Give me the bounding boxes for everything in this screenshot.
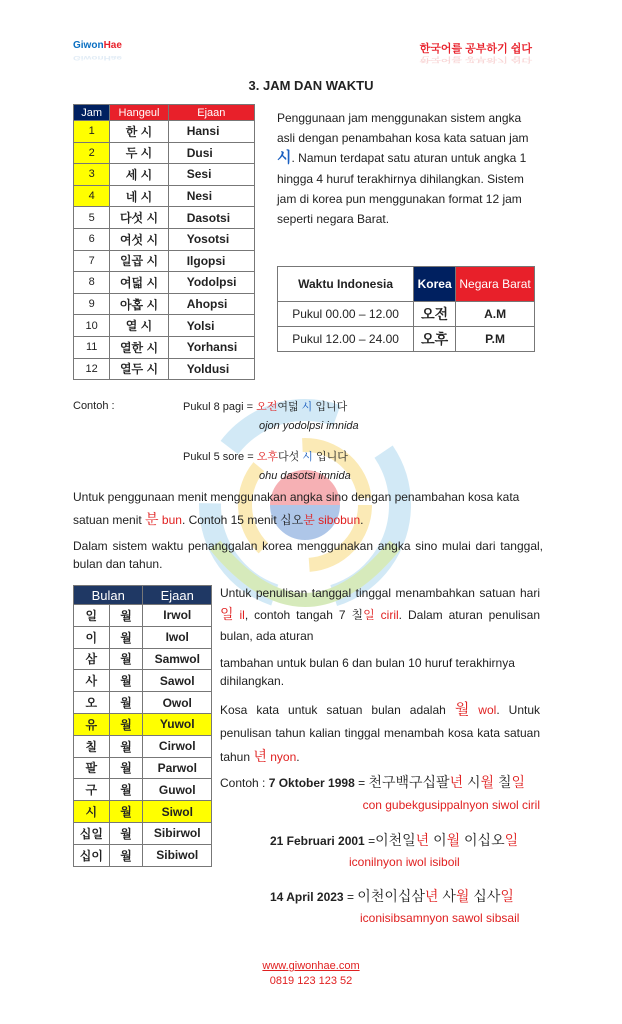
waktu-table	[277, 266, 535, 352]
jam-cell-number: 4	[74, 185, 110, 207]
bulan-row	[74, 605, 212, 627]
waktu-cell-korea: 오후	[414, 327, 456, 352]
ciril: ciril	[374, 608, 399, 622]
page-title: 3. JAM DAN WAKTU	[248, 78, 374, 93]
bulan-cell-number: 이	[74, 626, 110, 648]
jam-cell-hangeul: 한 시	[110, 121, 168, 143]
bulan-header: Bulan	[74, 586, 143, 605]
k1-il: 일	[511, 774, 526, 790]
ex1-prefix: Pukul 8 pagi =	[183, 401, 257, 413]
bulan-row	[74, 648, 212, 670]
k1-nyon: 년	[449, 774, 464, 790]
k3-a: 이천이십삼	[357, 888, 425, 904]
bun-korean-2: 분	[303, 513, 315, 527]
bulan-cell-ejaan: Sawol	[143, 670, 212, 692]
para6-text-a: Kosa kata untuk satuan bulan adalah	[220, 703, 455, 717]
jam-cell-ejaan: Yodolpsi	[168, 272, 254, 294]
bulan-cell-wol: 월	[109, 605, 143, 627]
ex2-mid: 다섯	[277, 451, 303, 463]
jam-row	[74, 315, 255, 337]
para4-text-d: . Dalam aturan penulisan bulan, ada aturan	[220, 608, 541, 643]
jam-cell-hangeul: 두 시	[110, 142, 168, 164]
ex1-end: 입니다	[312, 401, 348, 413]
bulan-header-ejaan: Ejaan	[143, 586, 212, 605]
waktu-cell-barat: A.M	[456, 302, 535, 327]
bulan-cell-number: 일	[74, 605, 110, 627]
date-example-1-roman: con gubekgusippalnyon siwol ciril	[362, 798, 540, 812]
example-jam-1	[183, 398, 347, 414]
bun-korean: 분	[145, 511, 159, 527]
jam-row	[74, 185, 255, 207]
bulan-cell-number: 오	[74, 692, 110, 714]
bulan-cell-wol: 월	[109, 801, 143, 823]
jam-row	[74, 272, 255, 294]
ex1-si: 시	[301, 401, 313, 413]
bulan-row	[74, 779, 212, 801]
jam-row	[74, 293, 255, 315]
ex1-mid: 여덟	[277, 401, 302, 413]
jam-cell-ejaan: Dasotsi	[168, 207, 254, 229]
jam-cell-ejaan: Hansi	[168, 121, 254, 143]
jam-cell-ejaan: Yolsi	[168, 315, 254, 337]
brand-part-1: Giwon	[73, 40, 104, 51]
k2-c: 이십오	[460, 832, 505, 848]
jam-header-hangeul: Hangeul	[110, 105, 168, 121]
jam-cell-number: 7	[74, 250, 110, 272]
waktu-row	[278, 302, 535, 327]
jam-cell-ejaan: Ahopsi	[168, 293, 254, 315]
bulan-cell-ejaan: Siwol	[143, 801, 212, 823]
header-tagline-reflection: 한국어를 공부하기 쉽다	[419, 55, 532, 64]
bulan-row	[74, 713, 212, 735]
wol-korean: 월	[454, 701, 470, 718]
waktu-cell-indo: Pukul 00.00 – 12.00	[278, 302, 414, 327]
nyon-korean: 년	[253, 748, 267, 764]
bulan-cell-wol: 월	[109, 844, 143, 866]
k2-il: 일	[504, 832, 519, 848]
jam-cell-number: 3	[74, 164, 110, 186]
bulan-row	[74, 801, 212, 823]
bulan-cell-ejaan: Sibirwol	[143, 822, 212, 844]
paragraph-menit	[73, 486, 543, 531]
jam-row	[74, 142, 255, 164]
jam-cell-hangeul: 열한 시	[110, 336, 168, 358]
jam-cell-hangeul: 열 시	[110, 315, 168, 337]
waktu-cell-indo: Pukul 12.00 – 24.00	[278, 327, 414, 352]
jam-cell-ejaan: Yoldusi	[168, 358, 254, 380]
jam-row	[74, 228, 255, 250]
ex2-ohu: 오후	[256, 451, 278, 463]
k3-wol: 월	[455, 888, 470, 904]
para6-text-c: .	[296, 750, 300, 764]
k2-wol: 월	[446, 832, 461, 848]
jam-table-body	[74, 121, 255, 380]
bulan-cell-number: 칠	[74, 735, 110, 757]
jam-cell-hangeul: 여덟 시	[110, 272, 168, 294]
bulan-table-body	[74, 605, 212, 867]
k3-il: 일	[500, 888, 514, 904]
jam-cell-ejaan: Sesi	[168, 164, 254, 186]
k3-nyon: 년	[424, 888, 439, 904]
brand-reflection	[73, 54, 122, 61]
k1-c: 칠	[494, 774, 512, 790]
bulan-cell-ejaan: Iwol	[143, 626, 212, 648]
bulan-cell-wol: 월	[109, 648, 143, 670]
jam-cell-number: 9	[74, 293, 110, 315]
jam-row	[74, 250, 255, 272]
jam-cell-number: 8	[74, 272, 110, 294]
bulan-cell-number: 사	[74, 670, 110, 692]
brand-reflection-part-2: Hae	[103, 54, 122, 61]
wol-latin: wol	[469, 703, 497, 717]
k1-wol: 월	[480, 774, 495, 790]
bulan-row	[74, 822, 212, 844]
para4-text-b: , contoh tangah 7 칠	[244, 608, 364, 622]
paragraph-penanggalan: Dalam sistem waktu penanggalan korea menggunakan angka sino mulai dari tanggal, bulan dan tahun.	[73, 539, 543, 571]
bulan-row	[74, 670, 212, 692]
date-1: 7 Oktober 1998	[268, 776, 355, 790]
example-jam-2-roman: ohu dasotsi imnida	[259, 470, 351, 482]
waktu-header-indo: Waktu Indonesia	[278, 267, 414, 302]
jam-cell-hangeul: 다섯 시	[110, 207, 168, 229]
bulan-row	[74, 735, 212, 757]
k2-a: 이천일	[375, 832, 416, 848]
bulan-cell-number: 십이	[74, 844, 110, 866]
bulan-cell-ejaan: Parwol	[143, 757, 212, 779]
contoh-label: Contoh :	[73, 400, 115, 412]
jam-cell-ejaan: Yosotsi	[168, 228, 254, 250]
paragraph-jam-intro	[277, 108, 532, 229]
il-korean-2: 일	[363, 608, 375, 622]
brand-part-2: Hae	[103, 40, 122, 51]
jam-row	[74, 207, 255, 229]
jam-row	[74, 358, 255, 380]
si-unit: 시	[277, 149, 292, 167]
bulan-cell-ejaan: Cirwol	[143, 735, 212, 757]
bulan-cell-number: 십일	[74, 822, 110, 844]
bulan-cell-number: 유	[74, 713, 110, 735]
header-tagline: 한국어를 공부하기 쉽다	[419, 43, 532, 55]
date-example-3-roman: iconisibsamnyon sawol sibsail	[360, 911, 520, 925]
date-example-2	[270, 830, 518, 850]
ex1-ojon: 오전	[256, 401, 278, 413]
bulan-row	[74, 844, 212, 866]
date-3: 14 April 2023	[270, 890, 344, 904]
jam-cell-hangeul: 일곱 시	[110, 250, 168, 272]
para2-text-d: .	[360, 513, 364, 527]
waktu-cell-korea: 오전	[414, 302, 456, 327]
paragraph-bulan-tahun	[220, 698, 540, 769]
date-example-3	[270, 886, 514, 906]
jam-header-jam: Jam	[74, 105, 110, 121]
waktu-header-korea: Korea	[414, 267, 456, 302]
para6-text-b: . Untuk penulisan tahun kalian tinggal menambah kosa kata satuan tahun	[220, 703, 541, 764]
il-latin: il	[233, 608, 245, 622]
paragraph-bulan-aturan: tambahan untuk bulan 6 dan bulan 10 huruf terakhirnya dihilangkan.	[220, 656, 515, 688]
k1-a: 천구백구십팔	[368, 774, 450, 790]
waktu-row	[278, 327, 535, 352]
bulan-cell-number: 팔	[74, 757, 110, 779]
para2-text-b: . Contoh 15 menit 십오	[181, 513, 304, 527]
date-example-2-roman: iconilnyon iwol isiboil	[349, 855, 460, 869]
example-jam-1-roman: ojon yodolpsi imnida	[259, 420, 359, 432]
bulan-cell-ejaan: Guwol	[143, 779, 212, 801]
jam-cell-number: 11	[74, 336, 110, 358]
bulan-row	[74, 626, 212, 648]
bulan-cell-wol: 월	[109, 779, 143, 801]
bulan-row	[74, 757, 212, 779]
bulan-cell-number: 삼	[74, 648, 110, 670]
jam-row	[74, 121, 255, 143]
jam-cell-number: 2	[74, 142, 110, 164]
bulan-cell-number: 시	[74, 801, 110, 823]
para2-text-a: Untuk penggunaan menit menggunakan angka sino dengan penambahan kosa kata satuan menit	[73, 490, 520, 527]
jam-cell-hangeul: 여섯 시	[110, 228, 168, 250]
bulan-row	[74, 692, 212, 714]
jam-cell-number: 1	[74, 121, 110, 143]
jam-cell-ejaan: Dusi	[168, 142, 254, 164]
k3-b: 사	[438, 888, 456, 904]
footer-website-link[interactable]: www.giwonhae.com	[262, 960, 360, 972]
jam-row	[74, 336, 255, 358]
bulan-table	[73, 585, 212, 867]
brand-logo	[73, 40, 122, 51]
ex2-si: 시	[302, 451, 313, 463]
jam-table	[73, 104, 255, 380]
jam-cell-hangeul: 세 시	[110, 164, 168, 186]
jam-cell-number: 12	[74, 358, 110, 380]
jam-cell-number: 6	[74, 228, 110, 250]
date-example-label: Contoh :	[220, 776, 269, 790]
bulan-cell-wol: 월	[109, 735, 143, 757]
bun-latin: bun	[158, 513, 182, 527]
bulan-cell-wol: 월	[109, 713, 143, 735]
para1-text-b: . Namun terdapat satu aturan untuk angka 1 hingga 4 huruf terakhirnya dihilangkan. Sistem jam di korea pun menggunakan format 12 jam seperti negara Barat.	[277, 151, 527, 227]
jam-cell-number: 10	[74, 315, 110, 337]
k2-b: 이	[429, 832, 447, 848]
bulan-cell-ejaan: Sibiwol	[143, 844, 212, 866]
jam-cell-ejaan: Ilgopsi	[168, 250, 254, 272]
example-jam-2	[183, 448, 348, 464]
brand-reflection-part-1: Giwon	[73, 54, 104, 61]
k2-nyon: 년	[415, 832, 430, 848]
date-2: 21 Februari 2001	[270, 834, 365, 848]
jam-cell-hangeul: 네 시	[110, 185, 168, 207]
waktu-cell-barat: P.M	[456, 327, 535, 352]
paragraph-tanggal	[220, 583, 540, 647]
jam-header-ejaan: Ejaan	[168, 105, 254, 121]
jam-cell-hangeul: 열두 시	[110, 358, 168, 380]
jam-cell-ejaan: Yorhansi	[168, 336, 254, 358]
footer	[0, 959, 622, 989]
bulan-cell-ejaan: Irwol	[143, 605, 212, 627]
k1-b: 시	[463, 774, 481, 790]
para4-text-a: Untuk penulisan tanggal tinggal menambahkan satuan hari	[220, 586, 540, 600]
jam-row	[74, 164, 255, 186]
date-example-1	[220, 772, 525, 792]
bulan-cell-ejaan: Yuwol	[143, 713, 212, 735]
eq-3: =	[343, 890, 358, 904]
bulan-cell-ejaan: Samwol	[143, 648, 212, 670]
il-korean: 일	[220, 606, 234, 622]
waktu-header-barat: Negara Barat	[456, 267, 535, 302]
ex2-prefix: Pukul 5 sore =	[183, 451, 257, 463]
jam-cell-hangeul: 아홉 시	[110, 293, 168, 315]
footer-phone: 0819 123 123 52	[269, 975, 353, 987]
eq-1: =	[354, 776, 369, 790]
bulan-cell-wol: 월	[109, 626, 143, 648]
bulan-cell-wol: 월	[109, 822, 143, 844]
jam-cell-ejaan: Nesi	[168, 185, 254, 207]
nyon-latin: nyon	[266, 750, 297, 764]
bulan-cell-wol: 월	[109, 692, 143, 714]
bulan-cell-wol: 월	[109, 757, 143, 779]
k3-c: 십사	[469, 888, 501, 904]
bulan-cell-number: 구	[74, 779, 110, 801]
bulan-cell-ejaan: Owol	[143, 692, 212, 714]
sibobun: sibobun	[314, 513, 361, 527]
jam-cell-number: 5	[74, 207, 110, 229]
ex2-end: 입니다	[312, 451, 348, 463]
para1-text-a: Penggunaan jam menggunakan sistem angka asli dengan penambahan kosa kata satuan jam	[277, 111, 529, 146]
eq-2: =	[364, 834, 376, 848]
bulan-cell-wol: 월	[109, 670, 143, 692]
